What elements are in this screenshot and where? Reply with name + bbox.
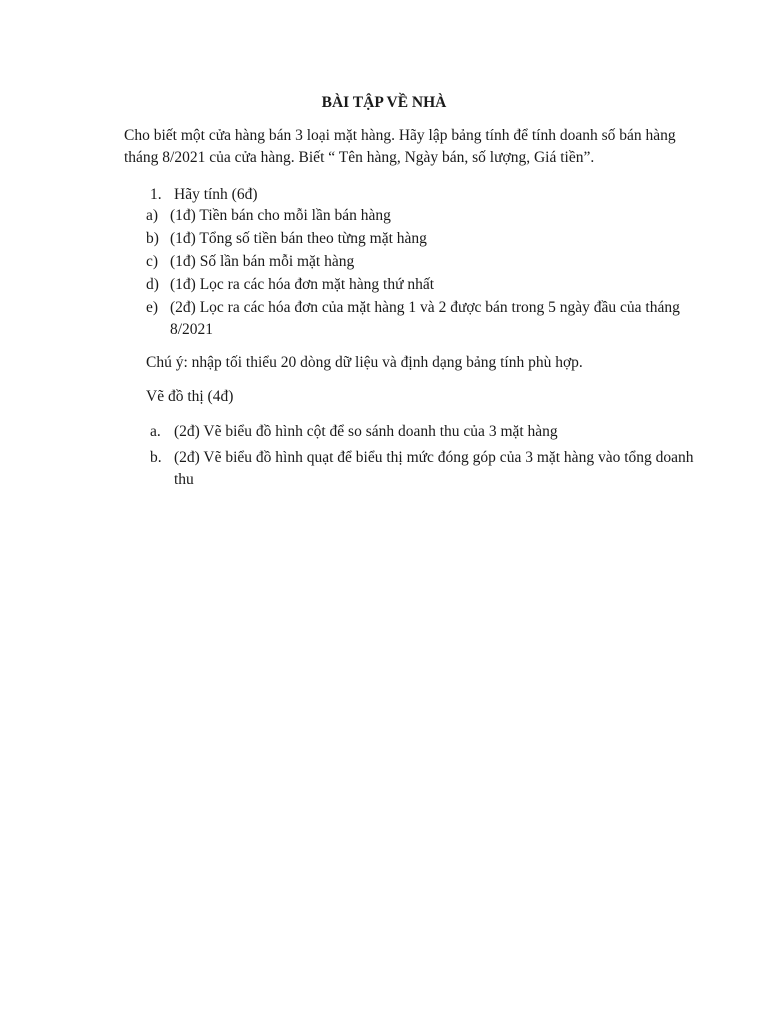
list-item (146, 205, 726, 227)
list-marker: b) (146, 230, 159, 247)
list-item (150, 421, 710, 443)
list-marker: a) (146, 207, 159, 224)
list-item-text: (1đ) Tiền bán cho mỗi lần bán hàng (170, 207, 391, 224)
list-item (146, 228, 726, 250)
chart-task-list (150, 421, 710, 495)
list-item-text: (2đ) Lọc ra các hóa đơn của mặt hàng 1 và 2 được bán trong 5 ngày đầu của tháng 8/2021 (170, 299, 680, 338)
note-paragraph: Chú ý: nhập tối thiểu 20 dòng dữ liệu và định dạng bảng tính phù hợp. (146, 354, 583, 371)
task-1-list (146, 205, 726, 342)
document-title: BÀI TẬP VỀ NHÀ (321, 94, 447, 111)
chart-section-heading: Vẽ đồ thị (4đ) (146, 388, 234, 405)
list-marker: a. (150, 423, 161, 440)
list-marker: d) (146, 276, 159, 293)
list-item-text: (2đ) Vẽ biểu đồ hình cột để so sánh doanh thu của 3 mặt hàng (174, 423, 558, 440)
list-item-text: (1đ) Số lần bán mỗi mặt hàng (170, 253, 355, 270)
list-item (146, 251, 726, 273)
list-marker: b. (150, 449, 162, 466)
intro-line-1: Cho biết một cửa hàng bán 3 loại mặt hàng. Hãy lập bảng tính để tính doanh số bán hàng (124, 127, 676, 144)
list-marker: c) (146, 253, 159, 270)
task-1-heading (150, 184, 750, 206)
task-1-label: Hãy tính (6đ) (174, 186, 258, 203)
list-item (146, 297, 726, 341)
intro-paragraph (124, 125, 724, 169)
list-item (146, 274, 726, 296)
list-item (150, 447, 710, 491)
task-1-number: 1. (150, 186, 162, 203)
list-marker: e) (146, 299, 159, 316)
intro-line-2: tháng 8/2021 của cửa hàng. Biết “ Tên hàng, Ngày bán, số lượng, Giá tiền”. (124, 149, 595, 166)
list-item-text: (1đ) Tổng số tiền bán theo từng mặt hàng (170, 230, 427, 247)
list-item-text: (1đ) Lọc ra các hóa đơn mặt hàng thứ nhất (170, 276, 435, 293)
list-item-text: (2đ) Vẽ biểu đồ hình quạt để biểu thị mức đóng góp của 3 mặt hàng vào tổng doanh thu (174, 449, 694, 488)
